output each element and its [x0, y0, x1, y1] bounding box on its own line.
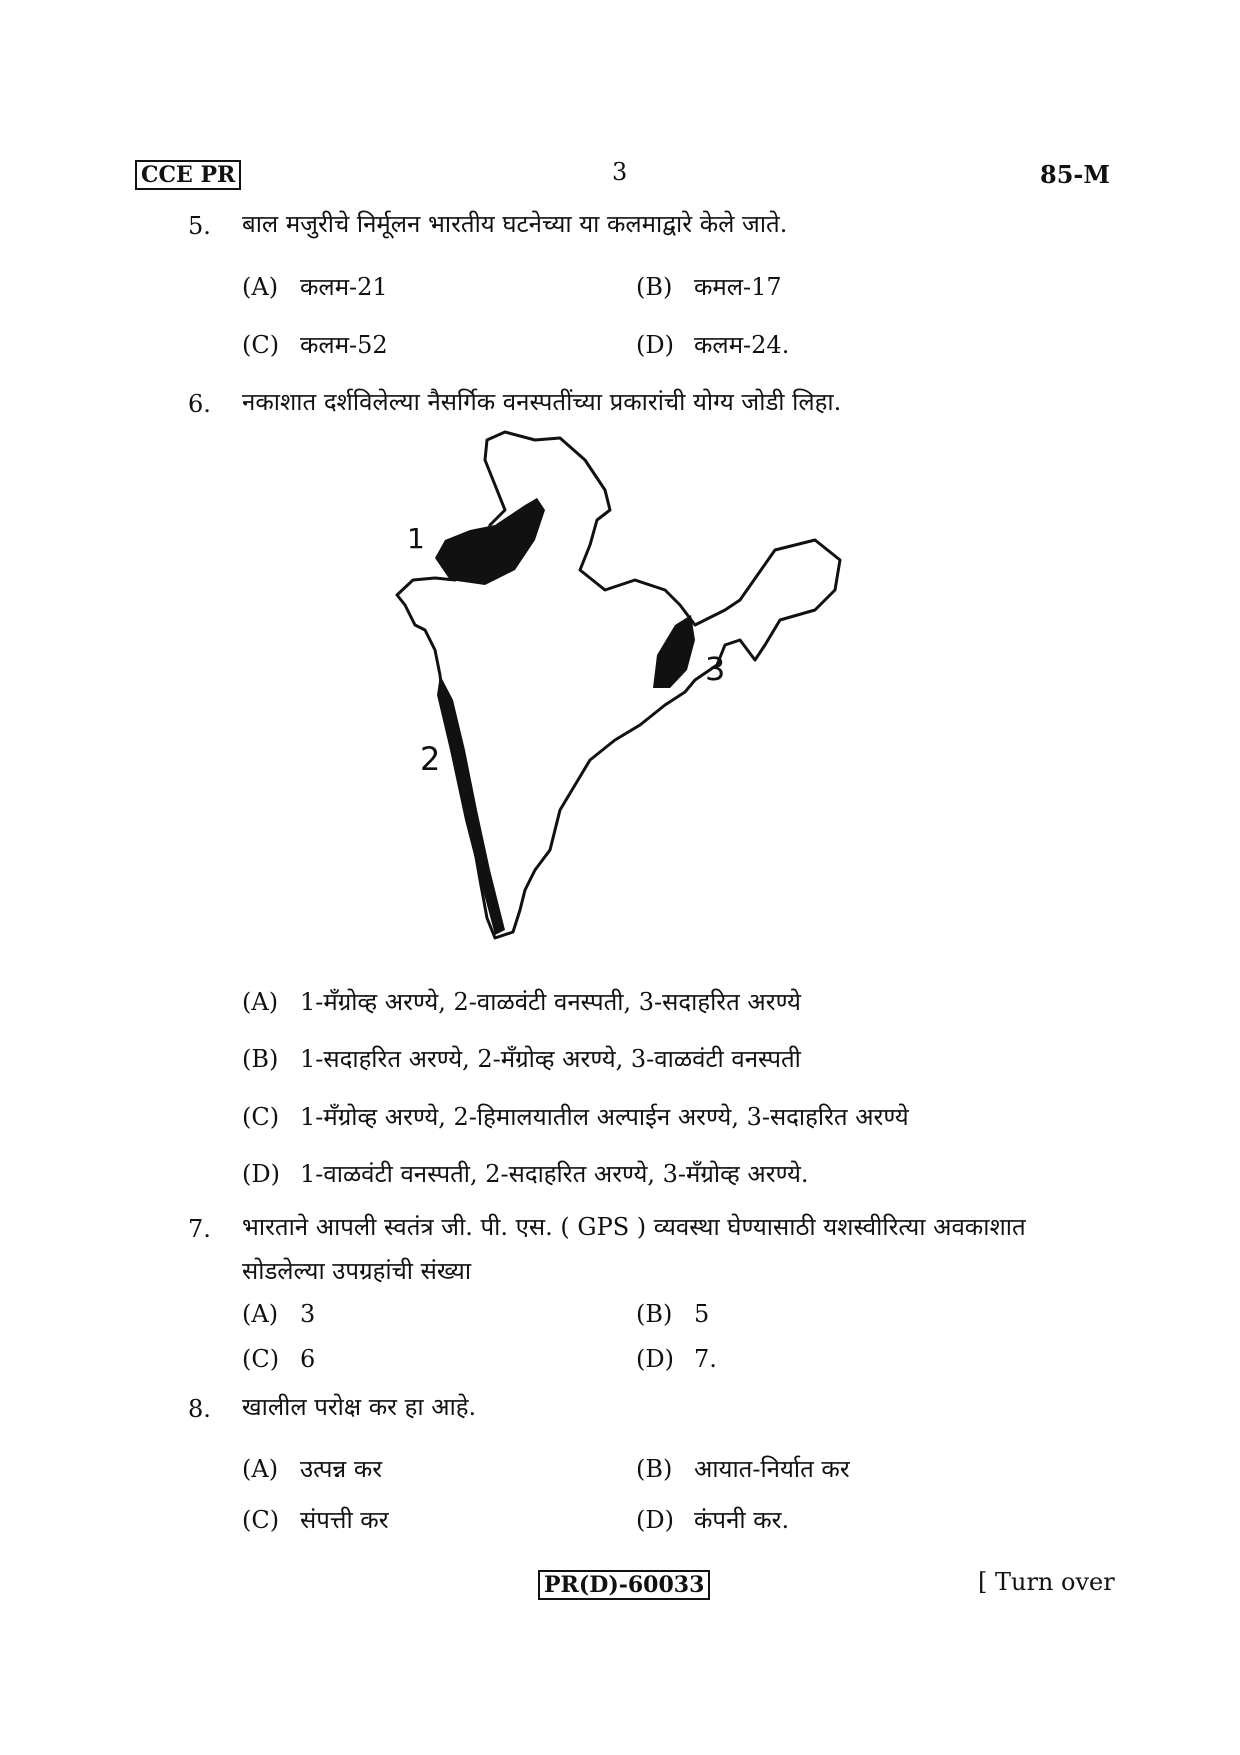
option-label: (D): [636, 1506, 674, 1534]
question-5-text: बाल मजुरीचे निर्मूलन भारतीय घटनेच्या या कलमाद्वारे केले जाते.: [242, 210, 788, 238]
option-label: (D): [636, 1345, 674, 1373]
question-5-option-b: [636, 270, 782, 303]
question-8-text: खालील परोक्ष कर हा आहे.: [242, 1393, 477, 1421]
option-text: 1-सदाहरित अरण्ये, 2-मँग्रोव्ह अरण्ये, 3-वाळवंटी वनस्पती: [300, 1045, 801, 1073]
option-label: (A): [242, 1455, 279, 1483]
header-left-code: CCE PR: [135, 160, 241, 190]
option-label: (C): [242, 1345, 280, 1373]
question-5-option-a: [242, 270, 388, 303]
india-outline: [397, 432, 840, 938]
option-label: (B): [636, 1300, 673, 1328]
question-7-option-a: [242, 1300, 315, 1328]
question-6-text: नकाशात दर्शविलेल्या नैसर्गिक वनस्पतींच्या प्रकारांची योग्य जोडी लिहा.: [242, 388, 842, 416]
option-text: 3: [300, 1300, 316, 1328]
question-5-option-c: [242, 328, 388, 361]
turn-over-text: [ Turn over: [978, 1568, 1115, 1596]
option-label: (B): [242, 1045, 279, 1073]
map-label-1: 1: [407, 522, 425, 555]
question-6-option-d: [242, 1157, 809, 1190]
option-text: कलम-21: [300, 273, 388, 301]
option-text: 5: [694, 1300, 710, 1328]
question-7-option-c: [242, 1345, 315, 1373]
option-label: (B): [636, 273, 673, 301]
question-7-option-d: [636, 1345, 717, 1373]
option-text: उत्पन्न कर: [300, 1455, 383, 1483]
question-8-option-c: [242, 1503, 389, 1536]
option-label: (B): [636, 1455, 673, 1483]
question-7-option-b: [636, 1300, 709, 1328]
map-label-2: 2: [420, 740, 441, 778]
footer-paper-code: PR(D)-60033: [538, 1570, 710, 1600]
option-label: (A): [242, 988, 279, 1016]
option-label: (D): [636, 331, 674, 359]
option-text: कलम-52: [300, 331, 388, 359]
option-text: कमल-17: [694, 273, 782, 301]
question-8-option-b: [636, 1452, 850, 1485]
option-label: (C): [242, 1506, 280, 1534]
question-5-option-d: [636, 328, 789, 361]
option-text: कंपनी कर.: [694, 1506, 790, 1534]
question-6-option-c: [242, 1100, 909, 1133]
question-7-text-line1: भारताने आपली स्वतंत्र जी. पी. एस. ( GPS ) व्यवस्था घेण्यासाठी यशस्वीरित्या अवकाशात: [242, 1213, 1026, 1241]
option-text: संपत्ती कर: [300, 1506, 389, 1534]
option-label: (A): [242, 1300, 279, 1328]
option-label: (C): [242, 331, 280, 359]
option-text: कलम-24.: [694, 331, 790, 359]
question-8-option-a: [242, 1452, 382, 1485]
option-label: (A): [242, 273, 279, 301]
question-8-number: 8.: [188, 1395, 211, 1423]
question-5-number: 5.: [188, 212, 211, 240]
map-label-3: 3: [705, 650, 726, 688]
option-text: 7.: [694, 1345, 717, 1373]
option-text: आयात-निर्यात कर: [694, 1455, 850, 1483]
option-text: 6: [300, 1345, 316, 1373]
india-vegetation-map: [395, 430, 915, 950]
option-text: 1-मँग्रोव्ह अरण्ये, 2-वाळवंटी वनस्पती, 3-सदाहरित अरण्ये: [300, 988, 801, 1016]
question-6-number: 6.: [188, 390, 211, 418]
option-text: 1-मँग्रोव्ह अरण्ये, 2-हिमालयातील अल्पाईन अरण्ये, 3-सदाहरित अरण्ये: [300, 1103, 909, 1131]
option-label: (C): [242, 1103, 280, 1131]
question-6-option-b: [242, 1042, 801, 1075]
question-6-option-a: [242, 985, 801, 1018]
region-1-fill: [435, 498, 545, 585]
region-2-fill: [437, 675, 505, 935]
question-8-option-d: [636, 1503, 789, 1536]
region-3-fill: [653, 615, 695, 688]
question-7-number: 7.: [188, 1215, 211, 1243]
option-label: (D): [242, 1160, 280, 1188]
page-number: 3: [612, 158, 628, 186]
option-text: 1-वाळवंटी वनस्पती, 2-सदाहरित अरण्ये, 3-मँग्रोव्ह अरण्ये.: [300, 1160, 809, 1188]
header-right-code: 85-M: [1040, 160, 1110, 189]
question-7-text-line2: सोडलेल्या उपग्रहांची संख्या: [242, 1257, 472, 1285]
